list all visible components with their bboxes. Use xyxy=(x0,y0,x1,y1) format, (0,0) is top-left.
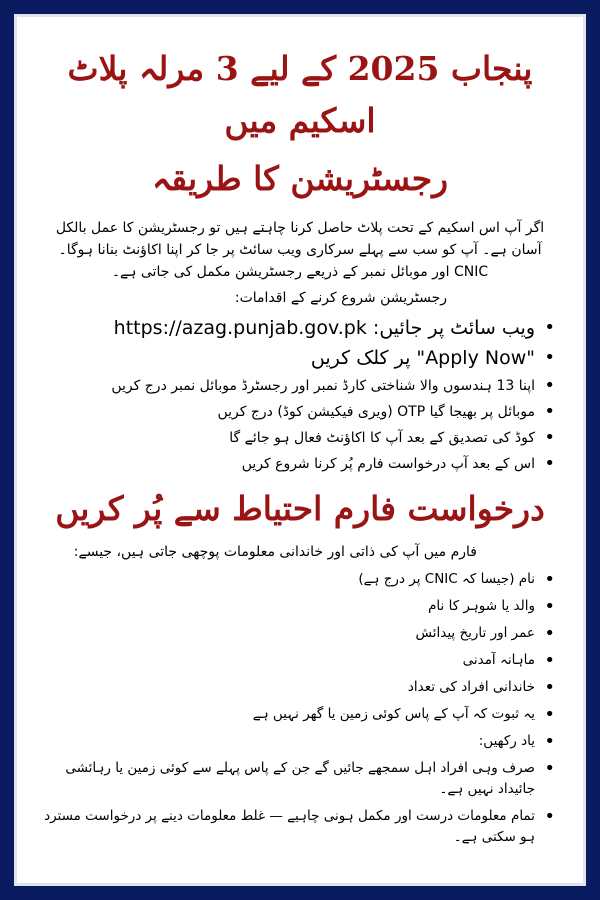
list-item: • کوڈ کی تصدیق کے بعد آپ کا اکاؤنٹ فعال ہو جائے گا xyxy=(43,427,535,449)
page-frame xyxy=(14,14,586,886)
page-subtitle: رجسٹریشن کا طریقہ xyxy=(151,159,449,198)
steps-heading: رجسٹریشن شروع کرنے کے اقدامات: xyxy=(234,290,447,306)
list-item: • تمام معلومات درست اور مکمل ہونی چاہیے — غلط معلومات دینے پر درخواست مسترد ہو سکتی ہے۔ xyxy=(43,806,535,848)
list-item: • نام (جیسا کہ CNIC پر درج ہے) xyxy=(43,569,535,590)
list-item: • عمر اور تاریخ پیدائش xyxy=(43,623,535,644)
registration-steps-list xyxy=(43,315,557,475)
list-item: • صرف وہی افراد اہل سمجھے جائیں گے جن کے پاس پہلے سے کوئی زمین یا رہائشی جائیداد نہیں ہے۔ xyxy=(43,758,535,800)
page-title: پنجاب 2025 کے لیے 3 مرلہ پلاٹ اسکیم میں xyxy=(67,49,533,140)
list-item: • ویب سائٹ پر جائیں: https://azag.punjab.gov.pk xyxy=(43,315,535,341)
section-heading: درخواست فارم احتیاط سے پُر کریں xyxy=(55,489,545,528)
list-item: • "Apply Now" پر کلک کریں xyxy=(43,345,535,371)
intro-paragraph: اگر آپ اس اسکیم کے تحت پلاٹ حاصل کرنا چاہتے ہیں تو رجسٹریشن کا عمل بالکل آسان ہے۔ آپ کو سب سے پہلے سرکاری ویب سائٹ پر جا کر اپنا اکاؤنٹ بنانا ہوگا۔ CNIC اور موبائل نمبر کے ذریعے رجسٹریشن مکمل کی جاتی ہے۔ xyxy=(55,220,545,280)
list-item: • والد یا شوہر کا نام xyxy=(43,596,535,617)
article-content xyxy=(17,17,583,848)
list-item: • اس کے بعد آپ درخواست فارم پُر کرنا شروع کریں xyxy=(43,453,535,475)
list-item: • ماہانہ آمدنی xyxy=(43,650,535,671)
list-item: • یاد رکھیں: xyxy=(43,731,535,752)
list-item: • موبائل پر بھیجا گیا OTP (ویری فیکیشن کوڈ) درج کریں xyxy=(43,401,535,423)
list-item: • اپنا 13 ہندسوں والا شناختی کارڈ نمبر اور رجسٹرڈ موبائل نمبر درج کریں xyxy=(43,375,535,397)
form-lead: فارم میں آپ کی ذاتی اور خاندانی معلومات پوچھی جاتی ہیں، جیسے: xyxy=(73,544,477,560)
list-item: • یہ ثبوت کہ آپ کے پاس کوئی زمین یا گھر نہیں ہے xyxy=(43,704,535,725)
list-item: • خاندانی افراد کی تعداد xyxy=(43,677,535,698)
form-fields-list xyxy=(43,569,557,848)
